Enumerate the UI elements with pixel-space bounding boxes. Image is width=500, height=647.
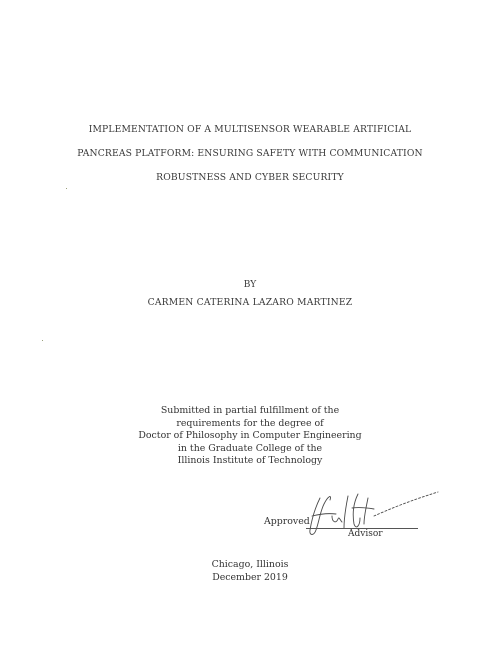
title-line-1: IMPLEMENTATION OF A MULTISENSOR WEARABLE ARTIFICIAL	[88, 124, 412, 135]
approval-block	[262, 488, 442, 548]
thesis-title	[0, 118, 500, 190]
submission-line-3: Doctor of Philosophy in Computer Engineering	[138, 430, 362, 441]
date-label: December 2019	[212, 571, 288, 583]
advisor-label: Advisor	[348, 529, 383, 539]
scan-speck	[42, 340, 43, 341]
submission-line-2: requirements for the degree of	[176, 417, 324, 429]
approved-label: Approved	[264, 516, 310, 527]
submission-line-4: in the Graduate College of the	[177, 442, 323, 454]
title-line-2: PANCREAS PLATFORM: ENSURING SAFETY WITH COMMUNICATION	[77, 148, 423, 159]
title-line-3: ROBUSTNESS AND CYBER SECURITY	[156, 172, 344, 183]
submission-statement	[0, 405, 500, 468]
by-label: BY	[243, 280, 257, 290]
submission-line-5: Illinois Institute of Technology	[177, 455, 323, 466]
location-date	[0, 559, 500, 584]
submission-line-1: Submitted in partial fulfillment of the	[160, 405, 340, 416]
author-name: CARMEN CATERINA LAZARO MARTINEZ	[147, 297, 353, 308]
scan-speck	[66, 188, 67, 189]
city-label: Chicago, Illinois	[211, 559, 289, 570]
